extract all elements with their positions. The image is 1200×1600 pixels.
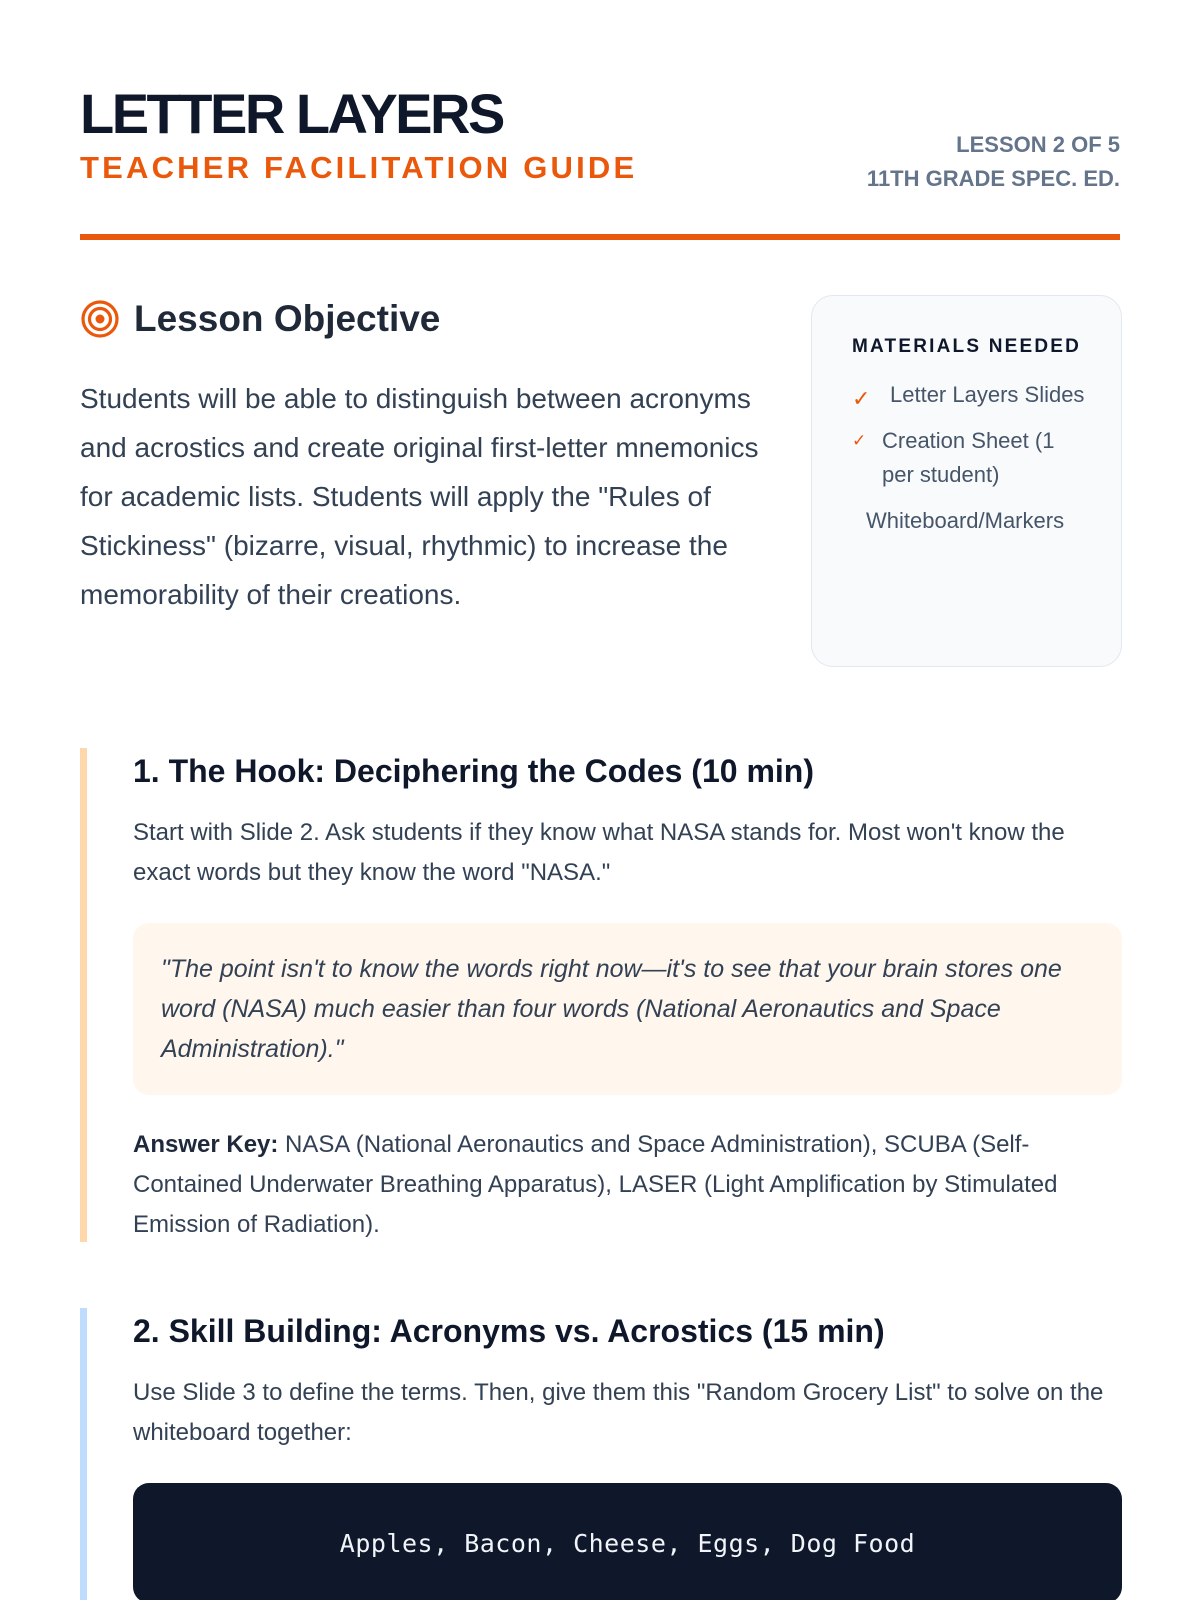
material-item (852, 378, 1092, 412)
objective-heading (80, 298, 440, 340)
teacher-quote: "The point isn't to know the words right now—it's to see that your brain stores one word (NASA) much easier than four words (National Aeronautics and Space Administration)." (133, 923, 1122, 1095)
section-text: Use Slide 3 to define the terms. Then, give them this "Random Grocery List" to solve on the whiteboard together: (133, 1379, 1104, 1446)
answer-key-text: NASA (National Aeronautics and Space Administration), SCUBA (Self-Contained Underwater Breathing Apparatus), LASER (Light Amplification by Stimulated Emission of Radiation). (133, 1131, 1058, 1238)
page-header (80, 84, 1120, 242)
grocery-list-code: Apples, Bacon, Cheese, Eggs, Dog Food (133, 1483, 1122, 1600)
check-icon: ✓ (852, 386, 871, 411)
check-icon: ✓ (852, 431, 867, 450)
section-title: 1. The Hook: Deciphering the Codes (10 min) (133, 753, 814, 789)
section-skill-building (80, 1308, 1122, 1600)
materials-title: MATERIALS NEEDED (852, 336, 1082, 357)
target-icon (80, 299, 120, 339)
materials-card (811, 295, 1122, 667)
lesson-number: LESSON 2 OF 5 (956, 132, 1120, 157)
section-title: 2. Skill Building: Acronyms vs. Acrostics (15 min) (133, 1313, 885, 1349)
page-title: LETTER LAYERS (80, 82, 503, 145)
section-text: Start with Slide 2. Ask students if they know what NASA stands for. Most won't know the exact words but they know the word "NASA." (133, 819, 1065, 886)
material-label: Whiteboard/Markers (866, 508, 1065, 533)
objective-title: Lesson Objective (134, 298, 441, 339)
header-divider (80, 234, 1120, 240)
material-label: Letter Layers Slides (890, 382, 1085, 407)
grade-level: 11TH GRADE SPEC. ED. (866, 166, 1120, 191)
objective-text: Students will be able to distinguish between acronyms and acrostics and create original first-letter mnemonics for academic lists. Students will apply the "Rules of Stickiness" (bizarre, visual, rhythmic) to increase the memorability of their creations. (80, 383, 759, 610)
answer-key-label: Answer Key: (133, 1131, 279, 1158)
section-hook (80, 748, 1122, 1242)
material-label: Creation Sheet (1 per student) (882, 428, 1055, 487)
material-item (852, 504, 1121, 538)
material-item (852, 424, 1092, 492)
answer-key (133, 1125, 1122, 1245)
lesson-meta (867, 128, 1120, 196)
page-subtitle: TEACHER FACILITATION GUIDE (80, 150, 638, 185)
